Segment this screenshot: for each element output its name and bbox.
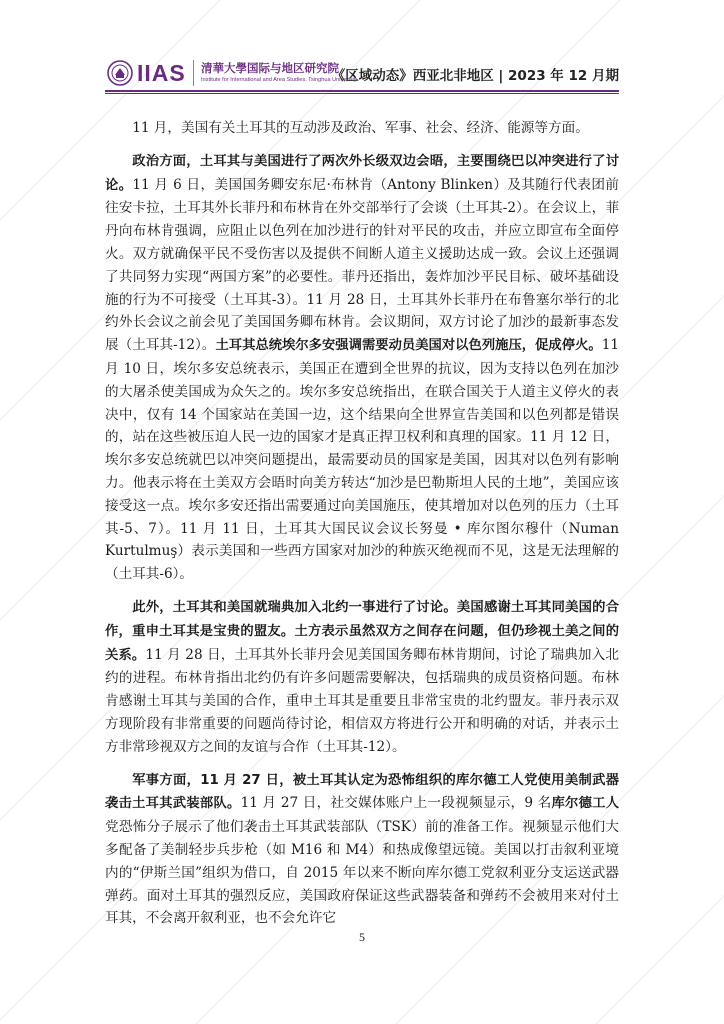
nato-paragraph: [105, 596, 619, 759]
military-text-2: 党恐怖分子展示了他们袭击土耳其武装部队（TSK）前的准备工作。视频显示他们大多配备了美制轻步兵步枪（如 M16 和 M4）和热成像望远镜。美国以打击叙利亚境内的“伊斯兰国”组织为借口，自 2015 年以来不断向库尔德工党叙利亚分支运送武器弹药。面对土耳其的强烈反应，美国政府保证这些武器装备和弹药不会被用来对付土耳其，不会离开叙利亚，也不会允许它: [105, 819, 619, 927]
military-paragraph: [105, 769, 619, 931]
pkk-bold: 库尔德工人: [551, 796, 620, 812]
page-header: [105, 56, 619, 96]
political-text-2: 11 月 10 日，埃尔多安总统表示，美国正在遭到全世界的抗议，因为支持以色列在加沙的大屠杀使美国成为众矢之的。埃尔多安总统指出，在联合国关于人道主义停火的表决中，仅有 14 个国家站在美国一边，这个结果向全世界宣告美国和以色列都是错误的，站在这些被压迫人民一边的国家才是真正捍卫权利和真理的国家。11 月 12 日，埃尔多安总统就巴以冲突问题提出，最需要动员的国家是美国，因其对以色列有影响力。他表示将在土美双方会晤时向美方转达“加沙是巴勒斯坦人民的土地”，美国应该接受这一点。埃尔多安还指出需要通过向美国施压，使其增加对以色列的压力（土耳其-5、7）。11 月 11 日，土耳其大国民议会议长努曼 • 库尔图尔穆什（Numan Kurtulmuş）表示美国和一些西方国家对加沙的种族灭绝视而不见，这是无法理解的（土耳其-6）。: [105, 337, 620, 583]
page-number: 5: [359, 930, 365, 944]
logo-mark: IIAS: [137, 60, 186, 86]
header-rule: [105, 90, 619, 92]
intro-paragraph: 11 月，美国有关土耳其的互动涉及政治、军事、社会、经济、能源等方面。: [132, 120, 589, 136]
logo-english-name: Institute for International and Area Studies, Tsinghua University: [201, 77, 357, 83]
political-paragraph: [105, 150, 619, 586]
university-emblem-icon: [107, 60, 133, 86]
nato-text: 11 月 28 日，土耳其外长菲丹会见美国国务卿布林肯期间，讨论了瑞典加入北约的进程。布林肯指出北约仍有许多问题需要解决，包括瑞典的成员资格问题。布林肯感谢土耳其与美国的合作，重申土耳其是重要且非常宝贵的北约盟友。菲丹表示双方现阶段有非常重要的问题尚待讨论，相信双方将进行公开和明确的对话，并表示土方非常珍视双方之间的友谊与合作（土耳其-12）。: [105, 646, 620, 755]
institute-logo: [105, 56, 357, 90]
logo-divider: [193, 60, 194, 86]
header-rule-thin: [105, 93, 619, 94]
logo-chinese-name: 清華大學国际与地区研究院: [201, 61, 339, 75]
political-lead: 政治方面，土耳其与美国进行了两次外长级双边会晤，主要围绕巴以冲突进行了讨论。: [105, 153, 619, 193]
erdogan-lead: 土耳其总统埃尔多安强调需要动员美国对以色列施压，促成停火。: [215, 338, 602, 354]
military-lead: 军事方面，11 月 27 日，被土耳其认定为恐怖组织的库尔德工人党使用美制武器袭击土耳其武装部队。: [105, 772, 619, 812]
military-text-1: 11 月 27 日，社交媒体账户上一段视频显示，9 名: [240, 795, 552, 812]
report-title: 《区域动态》西亚北非地区 | 2023 年 12 月期: [331, 68, 619, 84]
document-body: [105, 117, 619, 930]
political-text-1: 11 月 6 日，美国国务卿安东尼·布林肯（Antony Blinken）及其随行代表团前往安卡拉，土耳其外长菲丹和布林肯在外交部举行了会谈（土耳其-2）。在会议上，菲丹向布林肯强调，应阻止以色列在加沙进行的针对平民的攻击，并应立即宣布全面停火。双方就确保平民不受伤害以及提供不间断人道主义援助达成一致。会议上还强调了共同努力实现“两国方案”的必要性。菲丹还指出，轰炸加沙平民目标、破坏基础设施的行为不可接受（土耳其-3）。11 月 28 日，土耳其外长菲丹在布鲁塞尔举行的北约外长会议之前会见了美国国务卿布林肯。会议期间，双方讨论了加沙的最新事态发展（土耳其-12）。: [105, 176, 620, 354]
nato-lead: 此外，土耳其和美国就瑞典加入北约一事进行了讨论。美国感谢土耳其同美国的合作，重申土耳其是宝贵的盟友。土方表示虽然双方之间存在问题，但仍珍视土美之间的关系。: [105, 599, 619, 663]
